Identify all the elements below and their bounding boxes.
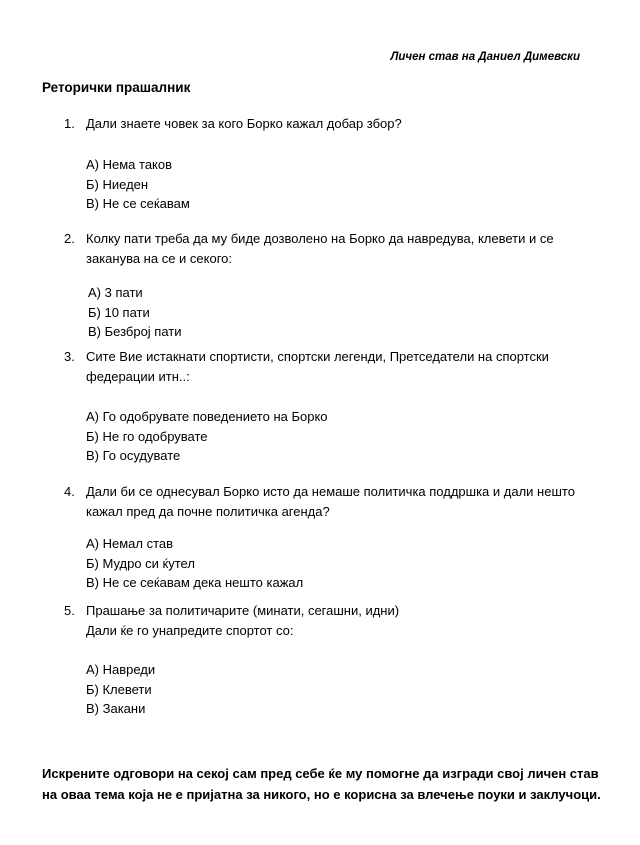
- question-3: [0, 347, 640, 482]
- question-line: [0, 601, 640, 621]
- answer-option: В) Безброј пати: [88, 324, 182, 339]
- question-number: 4.: [64, 484, 75, 499]
- answer-option: В) Закани: [86, 701, 146, 716]
- question-4: [0, 482, 640, 609]
- question-text: Прашање за политичарите (минати, сегашни, идни): [86, 603, 400, 618]
- answer-option: Б) Ниеден: [86, 176, 149, 192]
- answer-options: [86, 407, 640, 466]
- answer-option: В) Го осудувате: [86, 448, 181, 463]
- answer-option: Б) Мудро си ќутел: [86, 555, 195, 571]
- answer-option: Б) Клевети: [86, 681, 152, 697]
- answer-options: [88, 283, 640, 342]
- answer-option: А) Нема таков: [86, 157, 173, 172]
- question-2: [0, 229, 640, 358]
- question-text: Дали знаете човек за кого Борко кажал добар збор?: [86, 116, 402, 131]
- question-line: [0, 347, 640, 387]
- answer-option: А) Навреди: [86, 662, 156, 677]
- closing-paragraph: Искрените одговори на секој сам пред себе ќе му помогне да изгради свој личен став на оваа тема која не е пријатна за никого, но е корисна за влечење поуки и заклучоци.: [42, 766, 601, 802]
- answer-option: А) Го одобрувате поведението на Борко: [86, 409, 328, 424]
- answer-option: Б) Не го одобрувате: [86, 428, 208, 444]
- answer-option: А) Немал став: [86, 536, 174, 551]
- author-line: Личен став на Даниел Димевски: [390, 51, 580, 63]
- question-1: [0, 114, 640, 230]
- answer-options: [86, 534, 640, 593]
- question-number: 2.: [64, 231, 75, 246]
- question-number: 5.: [64, 603, 75, 618]
- page-title: Реторички прашалник: [42, 80, 191, 95]
- question-line: [0, 229, 640, 269]
- question-number: 3.: [64, 349, 75, 364]
- answer-options: [86, 660, 640, 719]
- question-text: Дали би се однесувал Борко исто да немаше политичка поддршка и дали нешто кажал пред да почне политичка агенда?: [86, 484, 575, 519]
- question-text: Колку пати треба да му биде дозволено на Борко да навредува, клевети и се заканува на се и секого:: [86, 231, 554, 266]
- question-5: [0, 601, 640, 735]
- question-line: [0, 114, 640, 134]
- question-text: Сите Вие истакнати спортисти, спортски легенди, Претседатели на спортски федерации итн..:: [86, 349, 549, 384]
- answer-option: Б) 10 пати: [88, 304, 150, 320]
- answer-options: [86, 155, 640, 214]
- question-line: [0, 482, 640, 522]
- question-subtext: Дали ќе го унапредите спортот со:: [86, 623, 294, 638]
- answer-option: В) Не се сеќавам: [86, 196, 190, 211]
- answer-option: А) 3 пати: [88, 285, 143, 300]
- answer-option: В) Не се сеќавам дека нешто кажал: [86, 575, 304, 590]
- question-number: 1.: [64, 116, 75, 131]
